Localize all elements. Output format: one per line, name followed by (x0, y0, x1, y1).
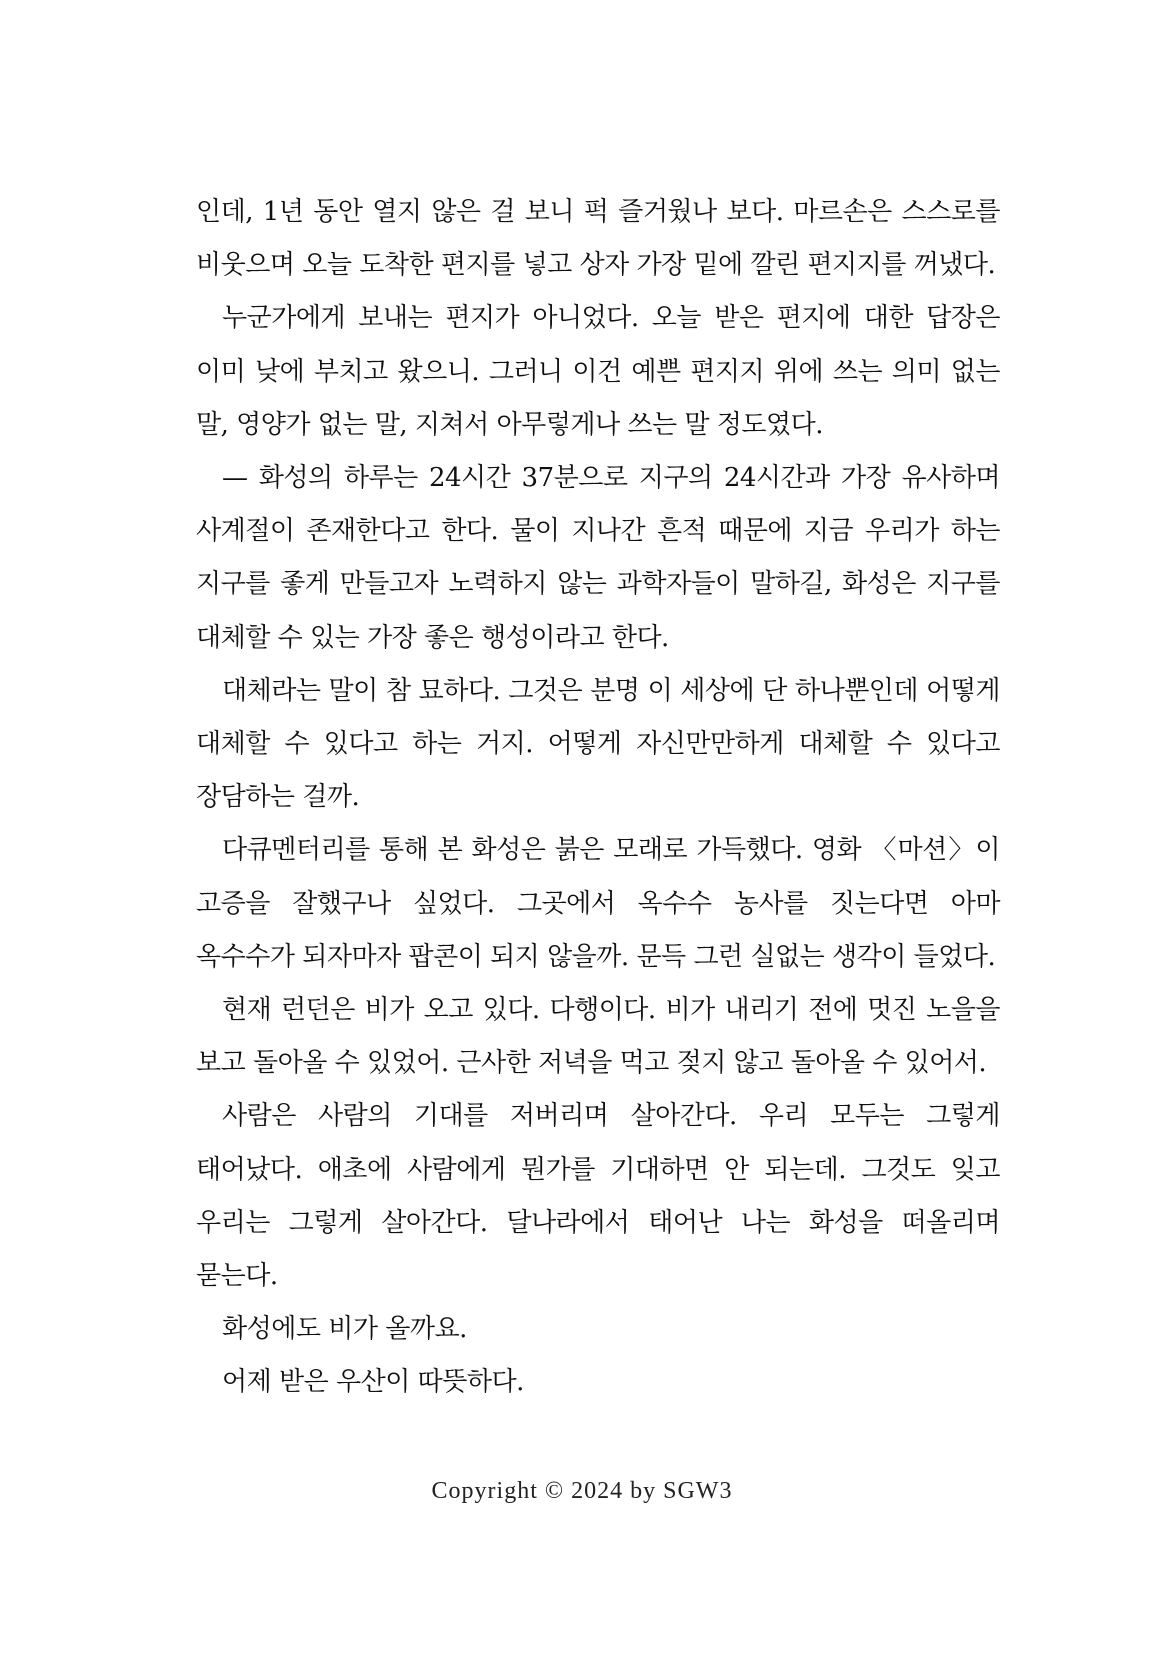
paragraph-9: 어제 받은 우산이 따뜻하다. (222, 1367, 524, 1398)
paragraph-3: — 화성의 하루는 24시간 37분으로 지구의 24시간과 가장 유사하며 사계절이 존재한다고 한다. 물이 지나간 흔적 때문에 지금 우리가 하는 지구를 좋게 만들고자 노력하지 않는 과학자들이 말하길, 화성은 지구를 대체할 수 있는 가장 좋은 행성이라고 한다. (196, 463, 1000, 653)
paragraph-4: 대체라는 말이 참 묘하다. 그것은 분명 이 세상에 단 하나뿐인데 어떻게 대체할 수 있다고 하는 거지. 어떻게 자신만만하게 대체할 수 있다고 장담하는 걸까. (196, 675, 1000, 813)
paragraph-1: 인데, 1년 동안 열지 않은 걸 보니 퍽 즐거웠나 보다. 마르손은 스스로를 비웃으며 오늘 도착한 편지를 넣고 상자 가장 밑에 깔린 편지지를 꺼냈다. (196, 197, 1000, 281)
body-text (196, 186, 1000, 1410)
paragraph-2: 누군가에게 보내는 편지가 아니었다. 오늘 받은 편지에 대한 답장은 이미 낮에 부치고 왔으니. 그러니 이건 예쁜 편지지 위에 쓰는 의미 없는 말, 영양가 없는 말, 지쳐서 아무렇게나 쓰는 말 정도였다. (196, 303, 1000, 440)
paragraph-6: 현재 런던은 비가 오고 있다. 다행이다. 비가 내리기 전에 멋진 노을을 보고 돌아올 수 있었어. 근사한 저녁을 먹고 젖지 않고 돌아올 수 있어서. (196, 995, 1000, 1079)
paragraph-5: 다큐멘터리를 통해 본 화성은 붉은 모래로 가득했다. 영화 〈마션〉이 고증을 잘했구나 싶었다. 그곳에서 옥수수 농사를 짓는다면 아마 옥수수가 되자마자 팝콘이 되지 않을까. 문득 그런 실없는 생각이 들었다. (196, 835, 1000, 972)
paragraph-7: 사람은 사람의 기대를 저버리며 살아간다. 우리 모두는 그렇게 태어났다. 애초에 사람에게 뭔가를 기대하면 안 되는데. 그것도 잊고 우리는 그렇게 살아간다. 달나라에서 태어난 나는 화성을 떠올리며 묻는다. (196, 1101, 1000, 1292)
copyright-footer: Copyright © 2024 by SGW3 (431, 1478, 733, 1504)
paragraph-8: 화성에도 비가 올까요. (222, 1314, 467, 1345)
